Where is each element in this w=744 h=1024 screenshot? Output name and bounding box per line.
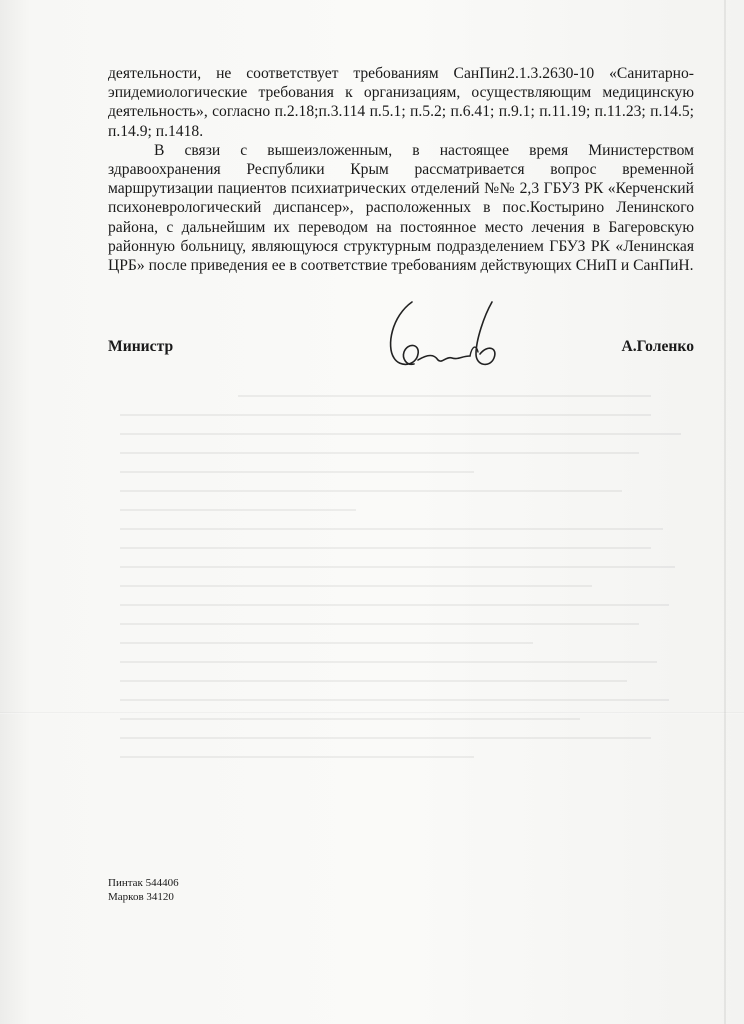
executor-line-2: Марков 34120: [108, 891, 174, 903]
letter-body: [108, 64, 694, 275]
signatory-name: А.Голенко: [621, 338, 694, 355]
executor-line-1: Пинтак 544406: [108, 877, 179, 889]
reverse-side-bleed-through: [120, 395, 710, 955]
paragraph-2: В связи с вышеизложенным, в настоящее время Министерством здравоохранения Республики Крым рассматривается вопрос временной маршрутизации пациентов психиатрических отделений №№ 2,3 ГБУЗ РК «Керченский психоневрологический диспансер», расположенных в пос.Костырино Ленинского района, с дальнейшим их переводом на постоянное место лечения в Багеровскую районную больницу, являющуюся структурным подразделением ГБУЗ РК «Ленинская ЦРБ» после приведения ее в соответствие требованиям действующих СНиП и СанПиН.: [108, 141, 694, 275]
signatory-role: Министр: [108, 338, 174, 355]
fold-line-vertical: [724, 0, 726, 1024]
paragraph-1: деятельности, не соответствует требованиям СанПин2.1.3.2630-10 «Санитарно-эпидемиологические требования к организациям, осуществляющим медицинскую деятельность», согласно п.2.18;п.3.114 п.5.1; п.5.2; п.6.41; п.9.1; п.11.19; п.11.23; п.14.5; п.14.9; п.1418.: [108, 65, 694, 140]
handwritten-signature: [372, 296, 522, 376]
executor-footer: [108, 876, 179, 904]
signature-block: [108, 338, 694, 360]
